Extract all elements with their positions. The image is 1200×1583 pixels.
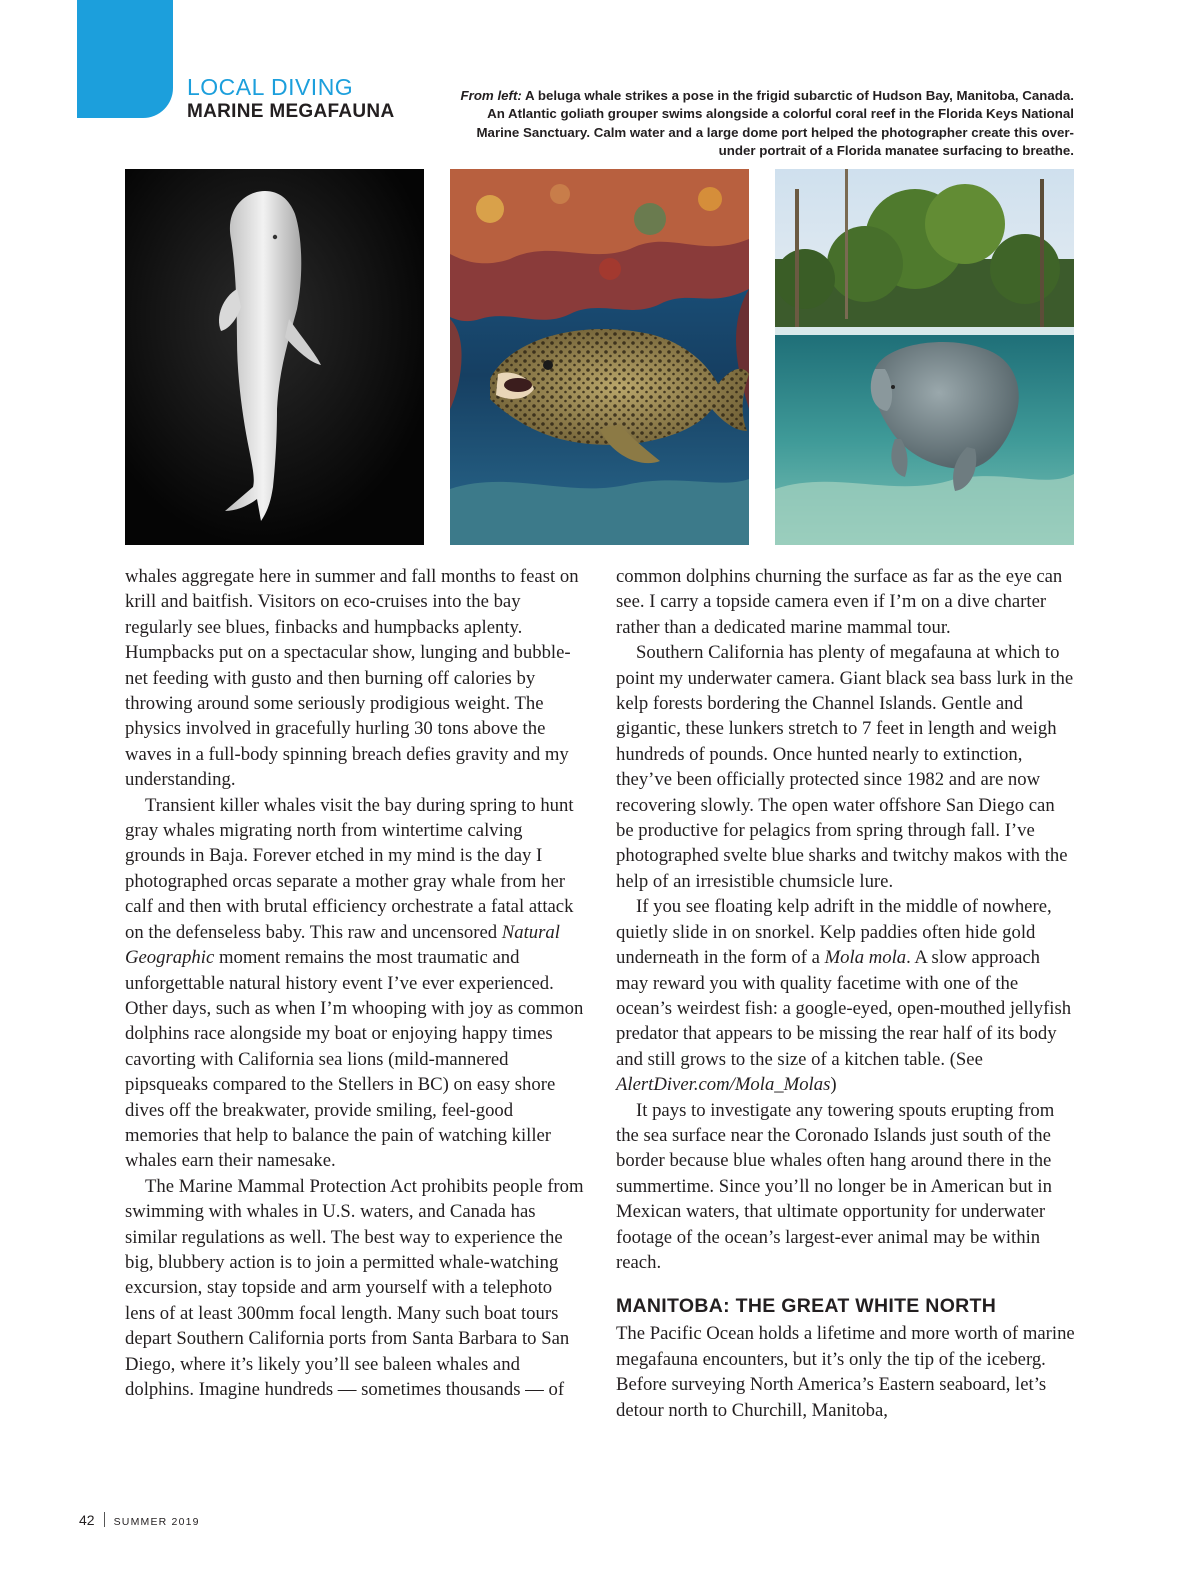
- paragraph-text: moment remains the most traumatic and unforgettable natural history event I’ve ever experienced. Other days, such as when I’m whooping with joy as common dolphins race alongside my boat or enjoying happy times cavorting with California sea lions (mild-mannered pipsqueaks compared to the Stellers in BC) on easy shore dives off the breakwater, provide smiling, feel-good memories that help to balance the pain of watching killer whales earn their namesake.: [125, 947, 584, 1172]
- paragraph-text: ): [830, 1074, 837, 1096]
- caption-text: A beluga whale strikes a pose in the frigid subarctic of Hudson Bay, Manitoba, Canada. An Atlantic goliath grouper swims alongside a colorful coral reef in the Florida Keys National Marine Sanctuary. Calm water and a large dome port helped the photographer create this over-under portrait of a Florida manatee surfacing to breathe.: [476, 88, 1074, 159]
- article-paragraph: common dolphins churning the surface as far as the eye can see. I carry a topside camera even if I’m on a dive charter rather than a dedicated marine mammal tour.: [616, 566, 1063, 638]
- article-link[interactable]: AlertDiver.com/Mola_Molas: [616, 1074, 831, 1096]
- photo-caption: [455, 87, 1074, 161]
- beluga-photo: [125, 169, 424, 545]
- article-subhead: MANITOBA: THE GREAT WHITE NORTH: [616, 1295, 997, 1318]
- article-paragraph: [125, 793, 585, 1174]
- article-paragraph: [616, 894, 1076, 1097]
- page-number: 42: [79, 1512, 95, 1528]
- page-footer: [79, 1512, 200, 1530]
- manatee-photo: [775, 169, 1074, 545]
- article-paragraph: whales aggregate here in summer and fall months to feast on krill and baitfish. Visitors on eco-cruises into the bay regularly see blues, finbacks and humpbacks aplenty. Humpbacks put on a spectacular show, lunging and bubble-net feeding with gusto and then burning off calories by throwing around some seriously prodigious weight. The physics involved in gracefully hurling 30 tons above the waves in a full-body spinning breach defies gravity and my understanding.: [125, 566, 579, 791]
- grouper-photo: [450, 169, 749, 545]
- article-paragraph: It pays to investigate any towering spouts erupting from the sea surface near the Coronado Islands just south of the border because blue whales often hang around there in the summertime. Since you’ll no longer be in American but in Mexican waters, that ultimate opportunity for underwater footage of the ocean’s largest-ever animal may be within reach.: [616, 1099, 1055, 1273]
- caption-lead: From left:: [460, 88, 522, 103]
- footer-divider: [104, 1512, 105, 1527]
- article-paragraph: The Pacific Ocean holds a lifetime and more worth of marine megafauna encounters, but it’s only the tip of the iceberg. Before surveying North America’s Eastern seaboard, let’s detour north to Churchill, Manitoba,: [616, 1323, 1075, 1421]
- issue-label: SUMMER 2019: [113, 1516, 200, 1528]
- section-title: MARINE MEGAFAUNA: [187, 101, 395, 122]
- article-paragraph: Southern California has plenty of megafauna at which to point my underwater camera. Giant black sea bass lurk in the kelp forests bordering the Channel Islands. Gentle and gigantic, these lunkers stretch to 7 feet in length and weigh hundreds of pounds. Once hunted nearly to extinction, they’ve been officially protected since 1982 and are now recovering slowly. The open water offshore San Diego can be productive for pelagics from spring through fall. I’ve photographed svelte blue sharks and twitchy makos with the help of an irresistible chumsicle lure.: [616, 642, 1074, 892]
- paragraph-text: If you see floating kelp adrift in the middle of nowhere, quietly slide in on snorkel. Kelp paddies often hide gold underneath in the form of a: [616, 896, 1052, 969]
- paragraph-text: Transient killer whales visit the bay during spring to hunt gray whales migrating north from wintertime calving grounds in Baja. Forever etched in my mind is the day I photographed orcas separate a mother gray whale from her calf and then with brutal efficiency orchestrate a fatal attack on the defenseless baby. This raw and uncensored: [125, 794, 574, 943]
- paragraph-text: . A slow approach may reward you with quality facetime with one of the ocean’s weirdest fish: a google-eyed, open-mouthed jellyfish predator that appears to be missing the rear half of its body and still grows to the size of a kitchen table. (See: [616, 947, 1072, 1070]
- section-tab: [77, 0, 173, 118]
- section-kicker: LOCAL DIVING: [187, 74, 354, 100]
- emphasis-text: Mola mola: [824, 947, 907, 969]
- emphasis-text: Natural Geographic: [125, 921, 560, 969]
- article-column-left: [125, 564, 585, 1402]
- article-column-right: [616, 564, 1076, 1423]
- article-paragraph: The Marine Mammal Protection Act prohibits people from swimming with whales in U.S. waters, and Canada has similar regulations as well. The best way to experience the big, blubbery action is to join a permitted whale-watching excursion, stay topside and arm yourself with a telephoto lens of at least 300mm focal length. Many such boat tours depart Southern California ports from Santa Barbara to San Diego, where it’s likely you’ll see baleen whales and dolphins. Imagine hundreds — sometimes thousands — of: [125, 1175, 584, 1400]
